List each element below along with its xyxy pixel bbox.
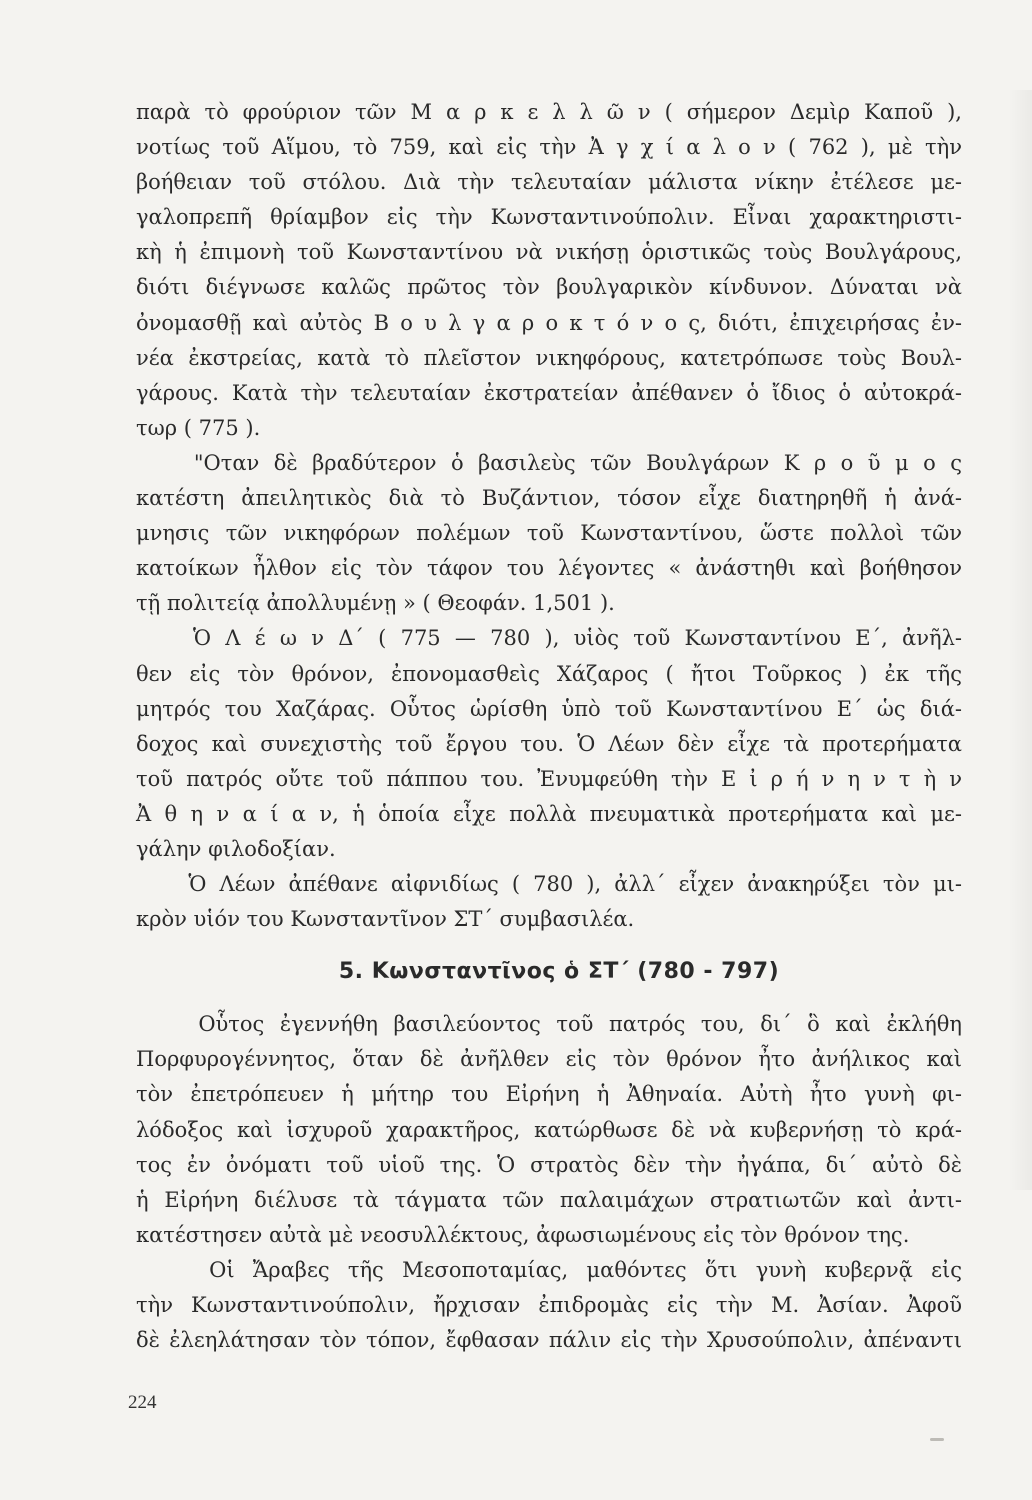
section-heading: 5. Κωνσταντῖνος ὁ ΣΤ΄ (780 - 797)	[338, 959, 780, 985]
text-line: διότι διέγνωσε καλῶς πρῶτος τὸν βουλγαρικὸν κίνδυνον. Δύναται νὰ	[136, 275, 962, 300]
text-line: τῇ πολιτείᾳ ἀπολλυμένῃ » ( Θεοφάν. 1,501 ).	[136, 591, 615, 616]
text-line: κατέστησεν αὐτὰ μὲ νεοσυλλέκτους, ἀφωσιωμένους εἰς τὸν θρόνον της.	[136, 1222, 910, 1247]
text-line: Πορφυρογέννητος, ὅταν δὲ ἀνῆλθεν εἰς τὸν θρόνον ἦτο ἀνήλικος καὶ	[136, 1047, 962, 1072]
text-line: γαλοπρεπῆ θρίαμβον εἰς τὴν Κωνσταντινούπολιν. Εἶναι χαρακτηριστι-	[136, 205, 962, 230]
text-line: λόδοξος καὶ ἰσχυροῦ χαρακτῆρος, κατώρθωσε δὲ νὰ κυβερνήσῃ τὸ κρά-	[136, 1117, 962, 1142]
text-line: κατέστη ἀπειλητικὸς διὰ τὸ Βυζάντιον, τόσον εἶχε διατηρηθῆ ἡ ἀνά-	[136, 486, 962, 511]
text-line: μητρός του Χαζάρας. Οὗτος ὡρίσθη ὑπὸ τοῦ Κωνσταντίνου Ε΄ ὡς διά-	[136, 696, 962, 721]
text-line: τοῦ πατρός οὔτε τοῦ πάππου του. Ἐνυμφεύθη τὴν Ε ἰ ρ ή ν η ν τ ὴ ν	[136, 766, 962, 791]
text-line: Ὁ Λέων ἀπέθανε αἰφνιδίως ( 780 ), ἀλλ΄ εἶχεν ἀνακηρύξει τὸν μι-	[136, 872, 962, 897]
text-line: τωρ ( 775 ).	[136, 415, 261, 440]
text-line: τὸν ἐπετρόπευεν ἡ μήτηρ του Εἰρήνη ἡ Ἀθηναία. Αὐτὴ ἦτο γυνὴ φι-	[136, 1082, 962, 1107]
text-line: νοτίως τοῦ Αἵμου, τὸ 759, καὶ εἰς τὴν Ἀ γ χ ί α λ ο ν ( 762 ), μὲ τὴν	[136, 135, 962, 160]
text-line: δοχος καὶ συνεχιστὴς τοῦ ἔργου του. Ὁ Λέων δὲν εἶχε τὰ προτερήματα	[136, 731, 962, 756]
text-line: βοήθειαν τοῦ στόλου. Διὰ τὴν τελευταίαν μάλιστα νίκην ἐτέλεσε με-	[136, 170, 962, 195]
text-line: Ὁ Λ έ ω ν Δ΄ ( 775 — 780 ), υἱὸς τοῦ Κωνσταντίνου Ε΄, ἀνῆλ-	[136, 626, 962, 651]
text-line: μνησις τῶν νικηφόρων πολέμων τοῦ Κωνσταντίνου, ὥστε πολλοὶ τῶν	[136, 521, 962, 546]
text-line: νέα ἐκστρείας, κατὰ τὸ πλεῖστον νικηφόρους, κατετρόπωσε τοὺς Βουλ-	[136, 345, 962, 370]
text-line: Οἱ Ἄραβες τῆς Μεσοποταμίας, μαθόντες ὅτι γυνὴ κυβερνᾷ εἰς	[136, 1257, 962, 1282]
text-line: κὴ ἡ ἐπιμονὴ τοῦ Κωνσταντίνου νὰ νικήσῃ ὁριστικῶς τοὺς Βουλγάρους,	[136, 240, 962, 265]
text-line: κρὸν υἱόν του Κωνσταντῖνον ΣΤ΄ συμβασιλέα.	[136, 907, 635, 932]
text-line: Ἀ θ η ν α ί α ν, ἡ ὁποία εἶχε πολλὰ πνευματικὰ προτερήματα καὶ με-	[136, 801, 962, 826]
text-line: παρὰ τὸ φρούριον τῶν Μ α ρ κ ε λ λ ῶ ν ( σήμερον Δεμὶρ Καποῦ ),	[136, 100, 962, 124]
text-line: δὲ ἐλεηλάτησαν τὸν τόπον, ἔφθασαν πάλιν εἰς τὴν Χρυσούπολιν, ἀπέναντι	[136, 1328, 962, 1353]
ink-speck	[930, 1438, 944, 1441]
text-line: θεν εἰς τὸν θρόνον, ἐπονομασθεὶς Χάζαρος ( ἤτοι Τοῦρκος ) ἐκ τῆς	[136, 661, 962, 686]
text-line: ὀνομασθῇ καὶ αὐτὸς Β ο υ λ γ α ρ ο κ τ ό ν ο ς, διότι, ἐπιχειρήσας ἐν-	[136, 310, 962, 335]
page-number: 224	[128, 1392, 157, 1413]
page-body-text	[136, 95, 962, 1358]
text-line: Οὗτος ἐγεννήθη βασιλεύοντος τοῦ πατρός του, δι΄ ὃ καὶ ἐκλήθη	[136, 1012, 962, 1037]
text-line: γάρους. Κατὰ τὴν τελευταίαν ἐκστρατείαν ἀπέθανεν ὁ ἴδιος ὁ αὐτοκρά-	[136, 380, 962, 405]
text-line: γάλην φιλοδοξίαν.	[136, 836, 336, 861]
page-edge-shadow	[1008, 90, 1032, 1190]
text-line: τος ἐν ὀνόματι τοῦ υἱοῦ της. Ὁ στρατὸς δὲν τὴν ἠγάπα, δι΄ αὐτὸ δὲ	[136, 1152, 962, 1177]
text-line: ἡ Εἰρήνη διέλυσε τὰ τάγματα τῶν παλαιμάχων στρατιωτῶν καὶ ἀντι-	[136, 1187, 962, 1212]
text-line: κατοίκων ἦλθον εἰς τὸν τάφον του λέγοντες « ἀνάστηθι καὶ βοήθησον	[136, 556, 962, 581]
text-line: τὴν Κωνσταντινούπολιν, ἤρχισαν ἐπιδρομὰς εἰς τὴν Μ. Ἀσίαν. Ἀφοῦ	[136, 1293, 962, 1317]
text-line: "Οταν δὲ βραδύτερον ὁ βασιλεὺς τῶν Βουλγάρων Κ ρ ο ῦ μ ο ς	[136, 450, 962, 475]
